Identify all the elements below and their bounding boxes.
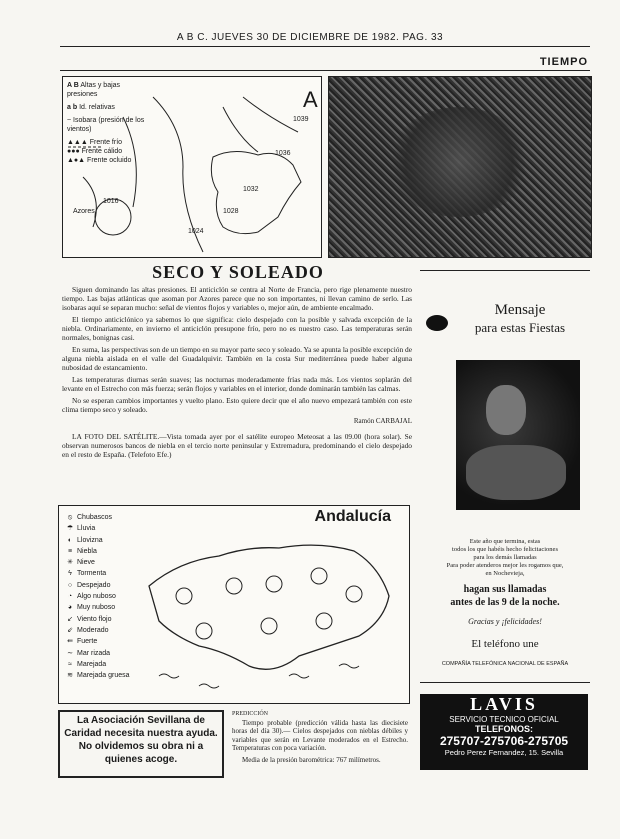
legend-item: ⇙ Moderado — [63, 625, 138, 636]
article-body — [62, 285, 412, 462]
map-legend — [67, 81, 145, 165]
lavis-phones-label: TELEFONOS: — [475, 724, 533, 734]
telefonica-logo-icon — [426, 315, 448, 331]
legend-item: ◕ Muy nuboso — [63, 602, 138, 613]
legend-isobar: ~ Isobara (presión de los vientos) — [67, 117, 145, 133]
clear-icon: ○ — [67, 581, 73, 589]
legend-occluded-front: ▲●▲ Frente ocluido — [67, 157, 132, 164]
forecast-pressure: Media de la presión barométrica: 767 milímetros. — [242, 755, 381, 764]
lavis-brand: LAVIS — [470, 694, 538, 714]
ad-title-2: para estas Fiestas — [474, 320, 566, 335]
legend-item: ○ Despejado — [63, 580, 138, 591]
telefonica-ad — [420, 270, 590, 685]
storm-icon: ϟ — [68, 570, 72, 578]
section-title: TIEMPO — [539, 56, 588, 68]
header-rule — [60, 46, 590, 47]
section-rule — [60, 70, 590, 71]
weather-map — [62, 76, 322, 258]
heavy-swell-icon: ≋ — [67, 672, 73, 680]
lavis-ad — [420, 694, 588, 770]
ad-photo — [456, 360, 580, 510]
article-paragraph: No se esperan cambios importantes y vuelto plano. Esto quiere decir que el año nuevo empezará también con este clima tiempo seco y soleado. — [62, 396, 412, 414]
page-header: A B C. JUEVES 30 DE DICIEMBRE DE 1982. PAG. 33 — [176, 32, 444, 43]
ad-photo-face — [486, 385, 526, 435]
legend-item: ∼ Mar rizada — [63, 648, 138, 659]
ad-company: COMPAÑÍA TELEFÓNICA NACIONAL DE ESPAÑA — [441, 661, 569, 667]
satellite-cloud-mass — [389, 107, 529, 217]
place-azores: Azores — [73, 208, 95, 215]
ad-small-text: Este año que termina, estas todos los que habéis hecho felicitaciones para los demás llamadas Para poder atenderos mejor les rogamos que, en Nochevieja, — [446, 538, 564, 577]
forecast-label: PREDICCIÓN — [232, 711, 269, 717]
legend-item: ↙ Viento flojo — [63, 614, 138, 625]
legend-relative: a b Id. relativas — [67, 104, 115, 111]
legend-cold-front: ▲▲▲ Frente frío — [67, 139, 123, 146]
strong-wind-icon: ⇚ — [67, 638, 73, 646]
andalucia-title: Andalucía — [314, 508, 391, 525]
ad-title-1: Mensaje — [494, 302, 546, 318]
isobar-1016: 1016 — [103, 198, 119, 205]
ad-top-rule — [420, 270, 590, 271]
isobar-1036: 1036 — [275, 150, 291, 157]
legend-item: ✳ Nieve — [63, 557, 138, 568]
fog-icon: ≡ — [67, 547, 73, 555]
forecast-text: Tiempo probable (predicción válida hasta las diecisiete horas del día 30).— Cielos despejados con nieblas débiles y variables que serán en Levante moderados en el Estrecho. Temperaturas con poca variación. — [232, 718, 408, 753]
article-signature: Ramón CARBAJAL — [353, 417, 412, 425]
snow-icon: ✳ — [67, 559, 73, 567]
legend-warm-front: ●●● Frente cálido — [67, 148, 123, 155]
legend-item: ≡ Niebla — [63, 546, 138, 557]
andalucia-outline — [139, 526, 409, 703]
legend-item: ≋ Marejada gruesa — [63, 670, 138, 681]
forecast-block — [232, 710, 408, 768]
andalucia-map — [58, 505, 410, 704]
satellite-caption: LA FOTO DEL SATÉLITE.—Vista tomada ayer por el satélite europeo Meteosat a las 09.00 (hora solar). Se observan numerosos bancos de niebla en el tercio norte peninsular y Extremadura, predominando el cielo despejado en el resto de España. (Telefoto Efe.) — [62, 432, 412, 459]
ad-line-2: antes de las 9 de la noche. — [450, 597, 560, 608]
article-paragraph: Las temperaturas diurnas serán suaves; las nocturnas moderadamente frías nada más. Los vientos soplarán del levante en el Estrecho con más fuerza; serán flojos y variables en el interior, donde dominarán también las calmas. — [62, 375, 412, 393]
ad-photo-body — [466, 445, 566, 500]
lavis-address: Pedro Perez Fernandez, 15. Sevilla — [444, 748, 564, 757]
legend-item: ◐ Llovizna — [63, 535, 138, 546]
rippled-sea-icon: ∼ — [67, 649, 73, 657]
article-paragraph: Siguen dominando las altas presiones. El anticiclón se centra al Norte de Francia, pero rige plenamente nuestro tiempo. Las bajas atlánticas que asoman por Azores parece que no son importantes, ni llevan camino de serlo. Las isobaras aquí se separan mucho: señal de vientos flojos y variables o, mejor aún, de ambiente encalmado. — [62, 285, 412, 312]
legend-item: ϟ Tormenta — [63, 568, 138, 579]
ad-bottom-rule — [420, 682, 590, 683]
article-paragraph: El tiempo anticiclónico ya sabemos lo que significa: cielo despejado con la posible y salvada excepción de la niebla. Ordinariamente, en invierno el anticiclón presupone frío, pero no es nuestro caso. Las temperaturas serán normales, bonignas casi. — [62, 315, 412, 342]
association-notice: La Asociación Sevillana de Caridad necesita nuestra ayuda. No olvidemos su obra ni a quienes acoge. — [58, 710, 224, 778]
isobar-1028: 1028 — [223, 208, 239, 215]
ad-thanks: Gracias y ¡felicidades! — [468, 617, 542, 626]
swell-icon: ≈ — [68, 660, 72, 668]
drizzle-icon: ◐ — [67, 536, 73, 544]
legend-item: ≈ Marejada — [63, 659, 138, 670]
article-title: SECO Y SOLEADO — [152, 262, 324, 282]
legend-item: ⦸ Chubascos — [63, 512, 138, 523]
partly-cloudy-icon: ◔ — [67, 593, 73, 601]
lavis-phones: 275707-275706-275705 — [439, 734, 569, 748]
andalucia-legend — [63, 512, 138, 681]
ad-line-1: hagan sus llamadas — [463, 584, 547, 595]
moderate-wind-icon: ⇙ — [67, 626, 73, 634]
article-paragraph: En suma, las perspectivas son de un tiempo en su mayor parte seco y soleado. Ya se apunta la posible excepción de alguna niebla aislada en el valle del Guadalquivir. También en la costa Sur mediterránea puede haber alguna nubosidad de estancamiento. — [62, 345, 412, 372]
satellite-photo — [328, 76, 592, 258]
showers-icon: ⦸ — [67, 514, 73, 521]
isobar-1039: 1039 — [293, 116, 309, 123]
very-cloudy-icon: ◕ — [67, 604, 73, 612]
rain-icon: ☂ — [66, 525, 74, 533]
legend-item: ⇚ Fuerte — [63, 636, 138, 647]
ad-slogan: El teléfono une — [471, 638, 539, 650]
isobar-1032: 1032 — [243, 186, 259, 193]
legend-item: ◔ Algo nuboso — [63, 591, 138, 602]
legend-item: ☂ Lluvia — [63, 523, 138, 534]
legend-high-low: A B Altas y bajas presiones — [67, 82, 121, 98]
lavis-service: SERVICIO TECNICO OFICIAL — [449, 715, 559, 724]
light-wind-icon: ↙ — [67, 615, 73, 623]
high-pressure-label: A — [303, 87, 318, 112]
isobar-1024: 1024 — [188, 228, 204, 235]
